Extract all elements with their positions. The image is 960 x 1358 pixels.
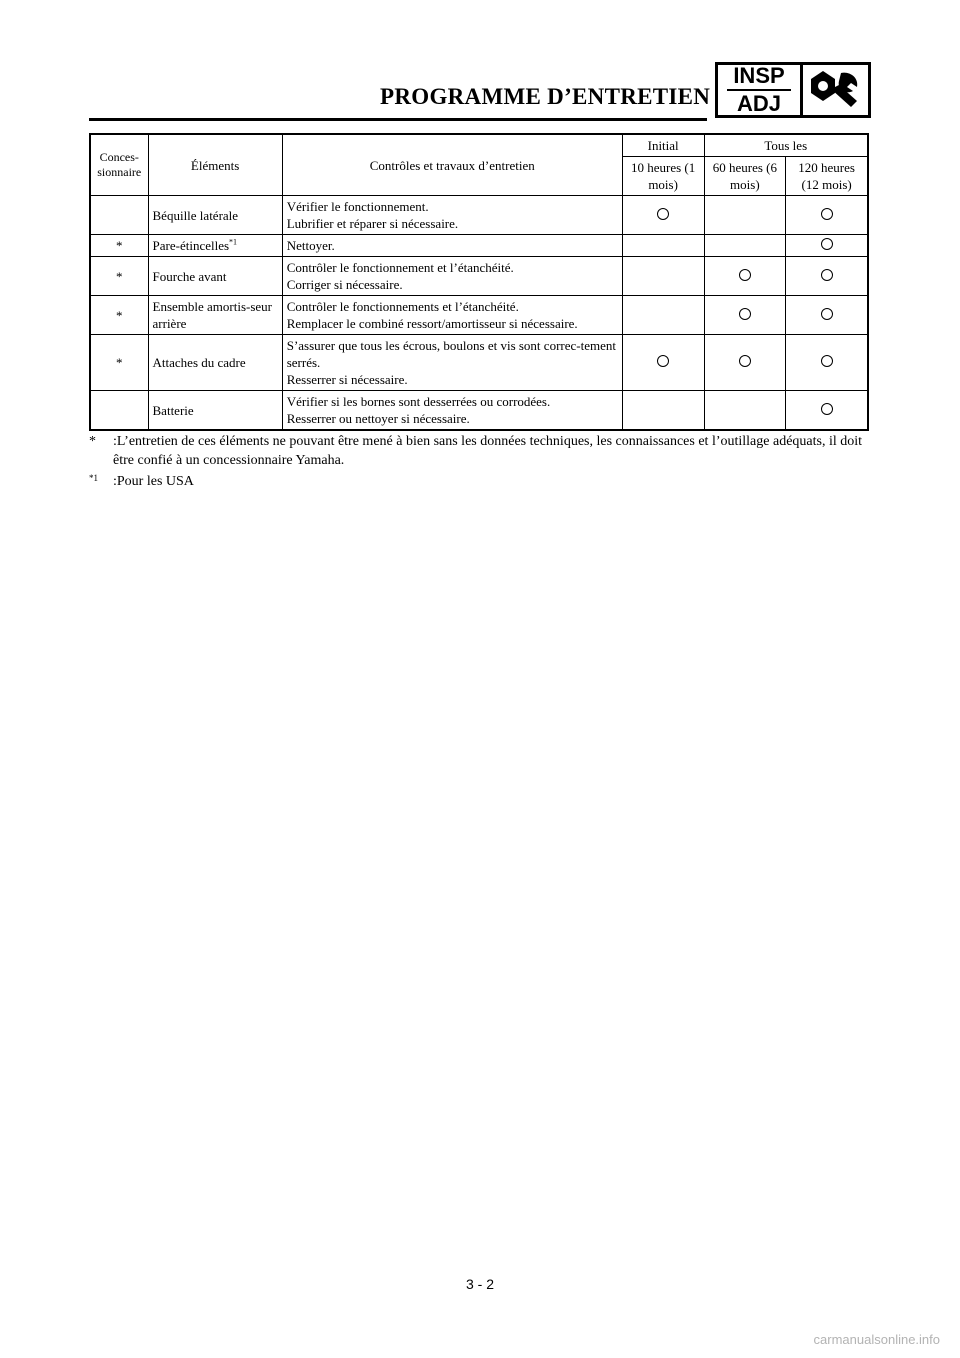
check-circle-icon xyxy=(739,269,751,281)
interval-cell xyxy=(622,257,704,296)
work-cell xyxy=(282,257,622,296)
work-cell xyxy=(282,335,622,391)
col-header-dealer: Conces-sionnaire xyxy=(90,134,148,196)
dealer-cell xyxy=(90,196,148,235)
check-circle-icon xyxy=(821,355,833,367)
interval-cell xyxy=(622,196,704,235)
item-label: Batterie xyxy=(152,402,194,418)
interval-cell xyxy=(704,335,786,391)
col-header-initial: Initial xyxy=(622,134,704,157)
check-circle-icon xyxy=(821,308,833,320)
interval-cell xyxy=(786,196,868,235)
dealer-cell: * xyxy=(90,296,148,335)
interval-cell xyxy=(622,296,704,335)
dealer-cell: * xyxy=(90,335,148,391)
badge-top-label: INSP xyxy=(733,63,785,88)
col-header-interval-1: 10 heures (1 mois) xyxy=(622,157,704,196)
item-label: Ensemble amortis-seur arrière xyxy=(152,299,273,331)
footnote-text: :L’entretien de ces éléments ne pouvant être mené à bien sans les données techniques, les connaissances et l’outillage adéquats, il doit être confié à un concessionnaire Yamaha. xyxy=(113,434,863,468)
item-label: Attaches du cadre xyxy=(152,355,246,370)
interval-cell xyxy=(704,257,786,296)
item-label: Pare-étincelles xyxy=(152,238,230,253)
col-header-item: Éléments xyxy=(148,134,282,196)
interval-cell xyxy=(622,391,704,431)
col-header-work: Contrôles et travaux d’entretien xyxy=(282,134,622,196)
item-cell xyxy=(148,335,282,391)
maintenance-table xyxy=(89,133,869,431)
table-row xyxy=(90,296,868,335)
dealer-cell xyxy=(90,391,148,431)
item-cell xyxy=(148,391,282,431)
footnotes xyxy=(89,432,869,491)
work-line: Corriger si nécessaire. xyxy=(286,277,403,292)
check-circle-icon xyxy=(821,208,833,220)
interval-cell xyxy=(786,335,868,391)
wrench-bolt-icon xyxy=(803,65,868,115)
item-label: Béquille latérale xyxy=(152,207,239,223)
work-line: Resserrer si nécessaire. xyxy=(286,372,408,387)
check-circle-icon xyxy=(739,355,751,367)
footnote-key: *1 xyxy=(89,473,98,483)
work-line: Lubrifier et réparer si nécessaire. xyxy=(286,216,459,231)
item-label: Fourche avant xyxy=(152,268,227,284)
work-line: Remplacer le combiné ressort/amortisseur si nécessaire. xyxy=(286,316,578,331)
dealer-cell: * xyxy=(90,257,148,296)
item-footnote-ref: *1 xyxy=(229,237,238,247)
work-cell xyxy=(282,296,622,335)
work-line: Contrôler le fonctionnement et l’étanchéité. xyxy=(286,260,514,275)
work-cell xyxy=(282,235,622,257)
work-line: Vérifier le fonctionnement. xyxy=(286,199,429,214)
table-row xyxy=(90,391,868,431)
footnote-key: * xyxy=(89,434,96,449)
interval-cell xyxy=(786,257,868,296)
work-line: Vérifier si les bornes sont desserrées ou corrodées. xyxy=(286,394,551,409)
table-row xyxy=(90,235,868,257)
item-cell xyxy=(148,235,282,257)
table-row xyxy=(90,257,868,296)
check-circle-icon xyxy=(657,355,669,367)
check-circle-icon xyxy=(739,308,751,320)
work-line: Contrôler le fonctionnements et l’étanchéité. xyxy=(286,299,519,314)
interval-cell xyxy=(704,196,786,235)
check-circle-icon xyxy=(821,238,833,250)
interval-cell xyxy=(622,335,704,391)
work-cell xyxy=(282,196,622,235)
footnote-usa xyxy=(89,472,869,491)
item-cell xyxy=(148,296,282,335)
page-title: PROGRAMME D’ENTRETIEN xyxy=(380,84,711,109)
badge-bottom-label: ADJ xyxy=(736,91,781,116)
work-line: Resserrer ou nettoyer si nécessaire. xyxy=(286,411,470,426)
interval-cell xyxy=(704,235,786,257)
interval-cell xyxy=(786,391,868,431)
work-cell xyxy=(282,391,622,431)
table-row xyxy=(90,335,868,391)
work-line: S’assurer que tous les écrous, boulons et vis sont correc-tement serrés. xyxy=(286,338,616,370)
page-number: 3 - 2 xyxy=(465,1276,494,1292)
check-circle-icon xyxy=(821,269,833,281)
interval-cell xyxy=(786,296,868,335)
check-circle-icon xyxy=(657,208,669,220)
col-header-every: Tous les xyxy=(704,134,868,157)
col-header-interval-3: 120 heures (12 mois) xyxy=(786,157,868,196)
item-cell xyxy=(148,196,282,235)
item-cell xyxy=(148,257,282,296)
interval-cell xyxy=(622,235,704,257)
table-row xyxy=(90,196,868,235)
table-body xyxy=(90,196,868,431)
col-header-interval-2: 60 heures (6 mois) xyxy=(704,157,786,196)
dealer-cell: * xyxy=(90,235,148,257)
watermark: carmanualsonline.info xyxy=(813,1332,940,1347)
check-circle-icon xyxy=(821,403,833,415)
badge-text xyxy=(718,65,800,115)
interval-cell xyxy=(704,391,786,431)
section-badge xyxy=(715,62,871,118)
header-rule xyxy=(89,118,707,121)
interval-cell xyxy=(704,296,786,335)
footnote-text: :Pour les USA xyxy=(113,474,194,489)
interval-cell xyxy=(786,235,868,257)
work-line: Nettoyer. xyxy=(286,238,335,253)
footnote-dealer xyxy=(89,432,869,470)
